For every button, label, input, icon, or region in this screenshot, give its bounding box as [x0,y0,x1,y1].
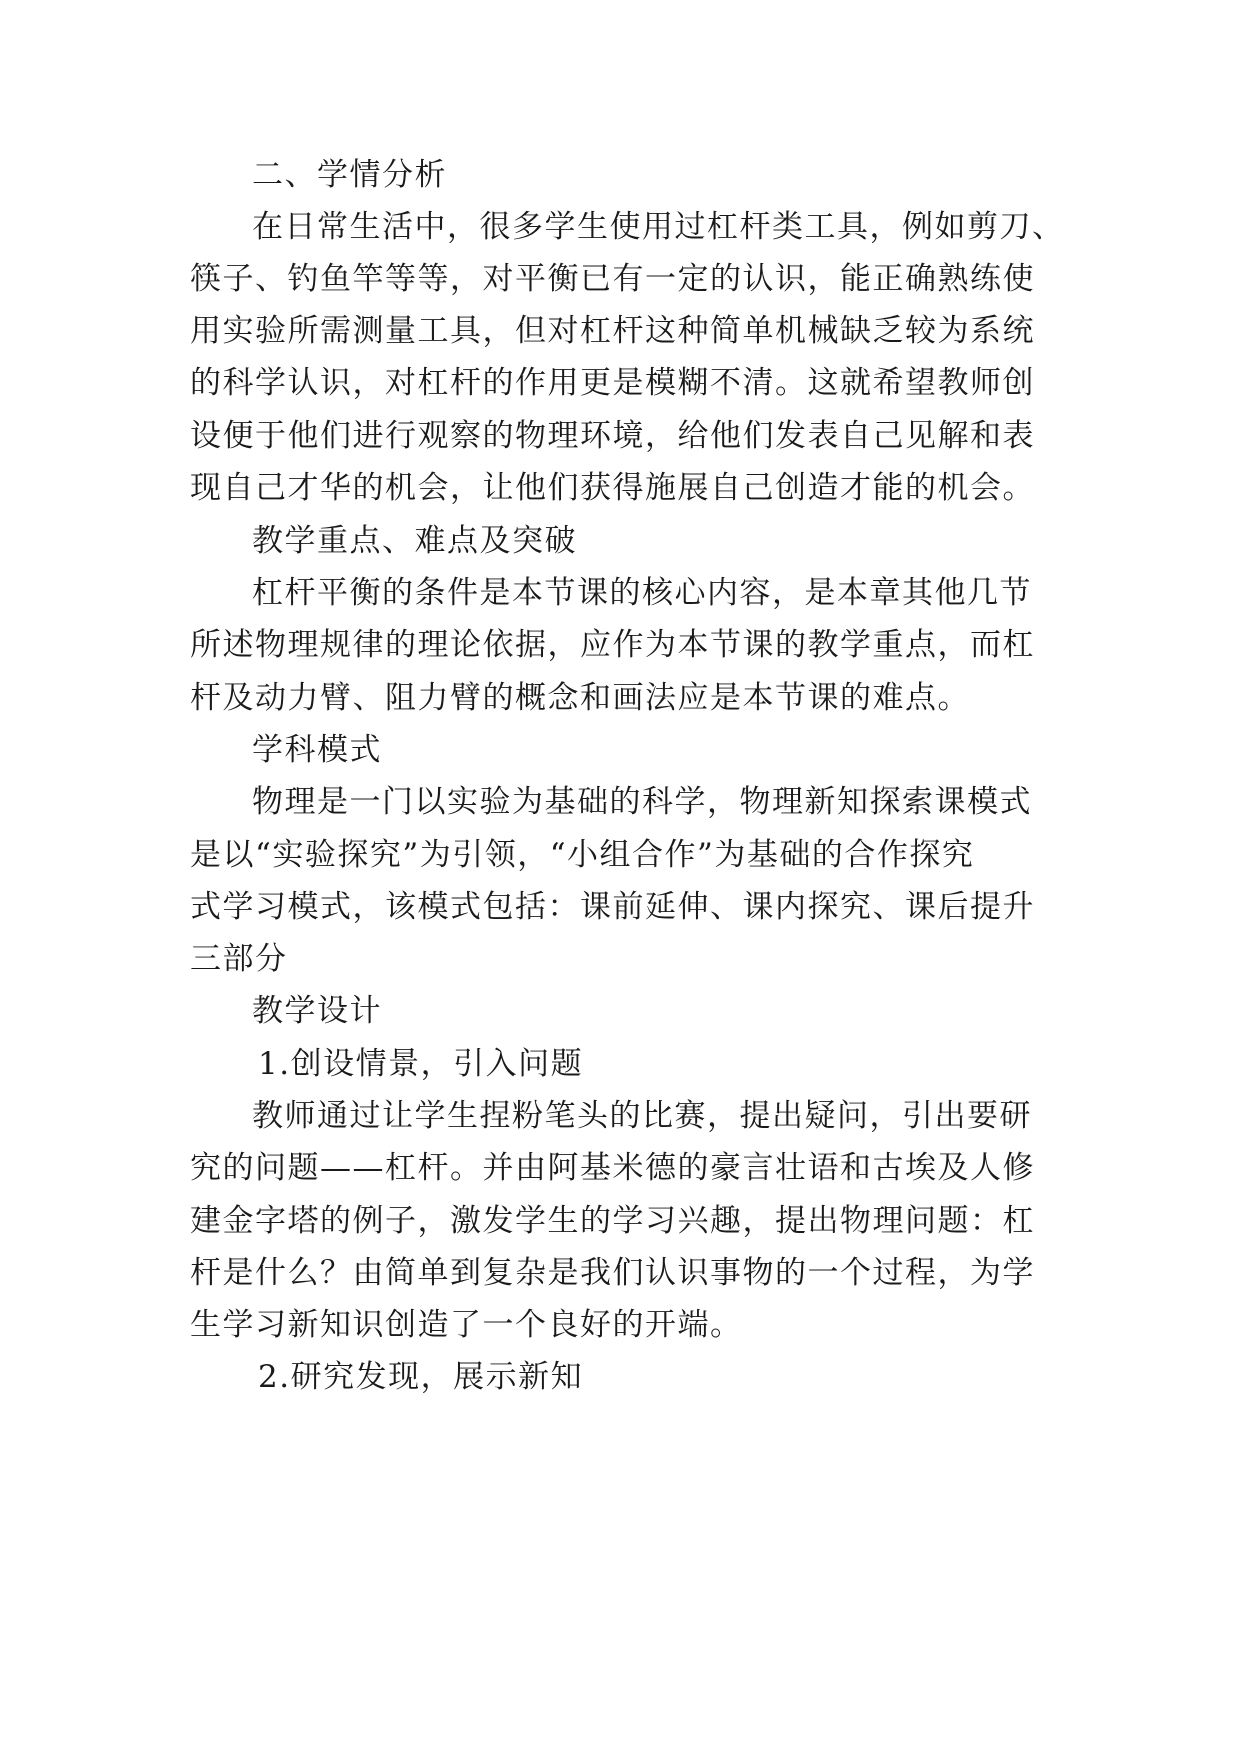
section-heading-subject-mode: 学科模式 [252,732,382,768]
paragraph-line: 究的问题——杠杆。并由阿基米德的豪言壮语和古埃及人修 [190,1150,1035,1186]
paragraph-line: 在日常生活中，很多学生使用过杠杆类工具，例如剪刀、 [252,209,1065,245]
paragraph-line: 设便于他们进行观察的物理环境，给他们发表自己见解和表 [190,418,1035,454]
paragraph-line: 教师通过让学生捏粉笔头的比赛，提出疑问，引出要研 [252,1098,1032,1134]
paragraph-line: 杠杆平衡的条件是本节课的核心内容，是本章其他几节 [252,575,1032,611]
section-heading-teaching-design: 教学设计 [252,993,382,1029]
paragraph-line: 现自己才华的机会，让他们获得施展自己创造才能的机会。 [190,470,1035,506]
section-heading-key-points: 教学重点、难点及突破 [252,523,577,559]
subheading-step-1: 1.创设情景，引入问题 [258,1046,584,1082]
paragraph-line: 所述物理规律的理论依据，应作为本节课的教学重点，而杠 [190,627,1035,663]
paragraph-line: 物理是一门以实验为基础的科学，物理新知探索课模式 [252,784,1032,820]
paragraph-line: 用实验所需测量工具，但对杠杆这种简单机械缺乏较为系统 [190,313,1035,349]
paragraph-line: 杆是什么？由简单到复杂是我们认识事物的一个过程，为学 [190,1255,1035,1291]
section-heading-student-analysis: 二、学情分析 [252,157,447,193]
paragraph-line: 式学习模式，该模式包括：课前延伸、课内探究、课后提升 [190,889,1035,925]
paragraph-line: 生学习新知识创造了一个良好的开端。 [190,1307,743,1343]
paragraph-line: 筷子、钓鱼竿等等，对平衡已有一定的认识，能正确熟练使 [190,261,1035,297]
paragraph-line: 是以“实验探究”为引领，“小组合作”为基础的合作探究 [190,837,975,873]
paragraph-line: 三部分 [190,941,288,977]
paragraph-line: 的科学认识，对杠杆的作用更是模糊不清。这就希望教师创 [190,365,1035,401]
paragraph-line: 建金字塔的例子，激发学生的学习兴趣，提出物理问题：杠 [190,1203,1035,1239]
subheading-step-2: 2.研究发现，展示新知 [258,1359,584,1395]
paragraph-line: 杆及动力臂、阻力臂的概念和画法应是本节课的难点。 [190,680,970,716]
